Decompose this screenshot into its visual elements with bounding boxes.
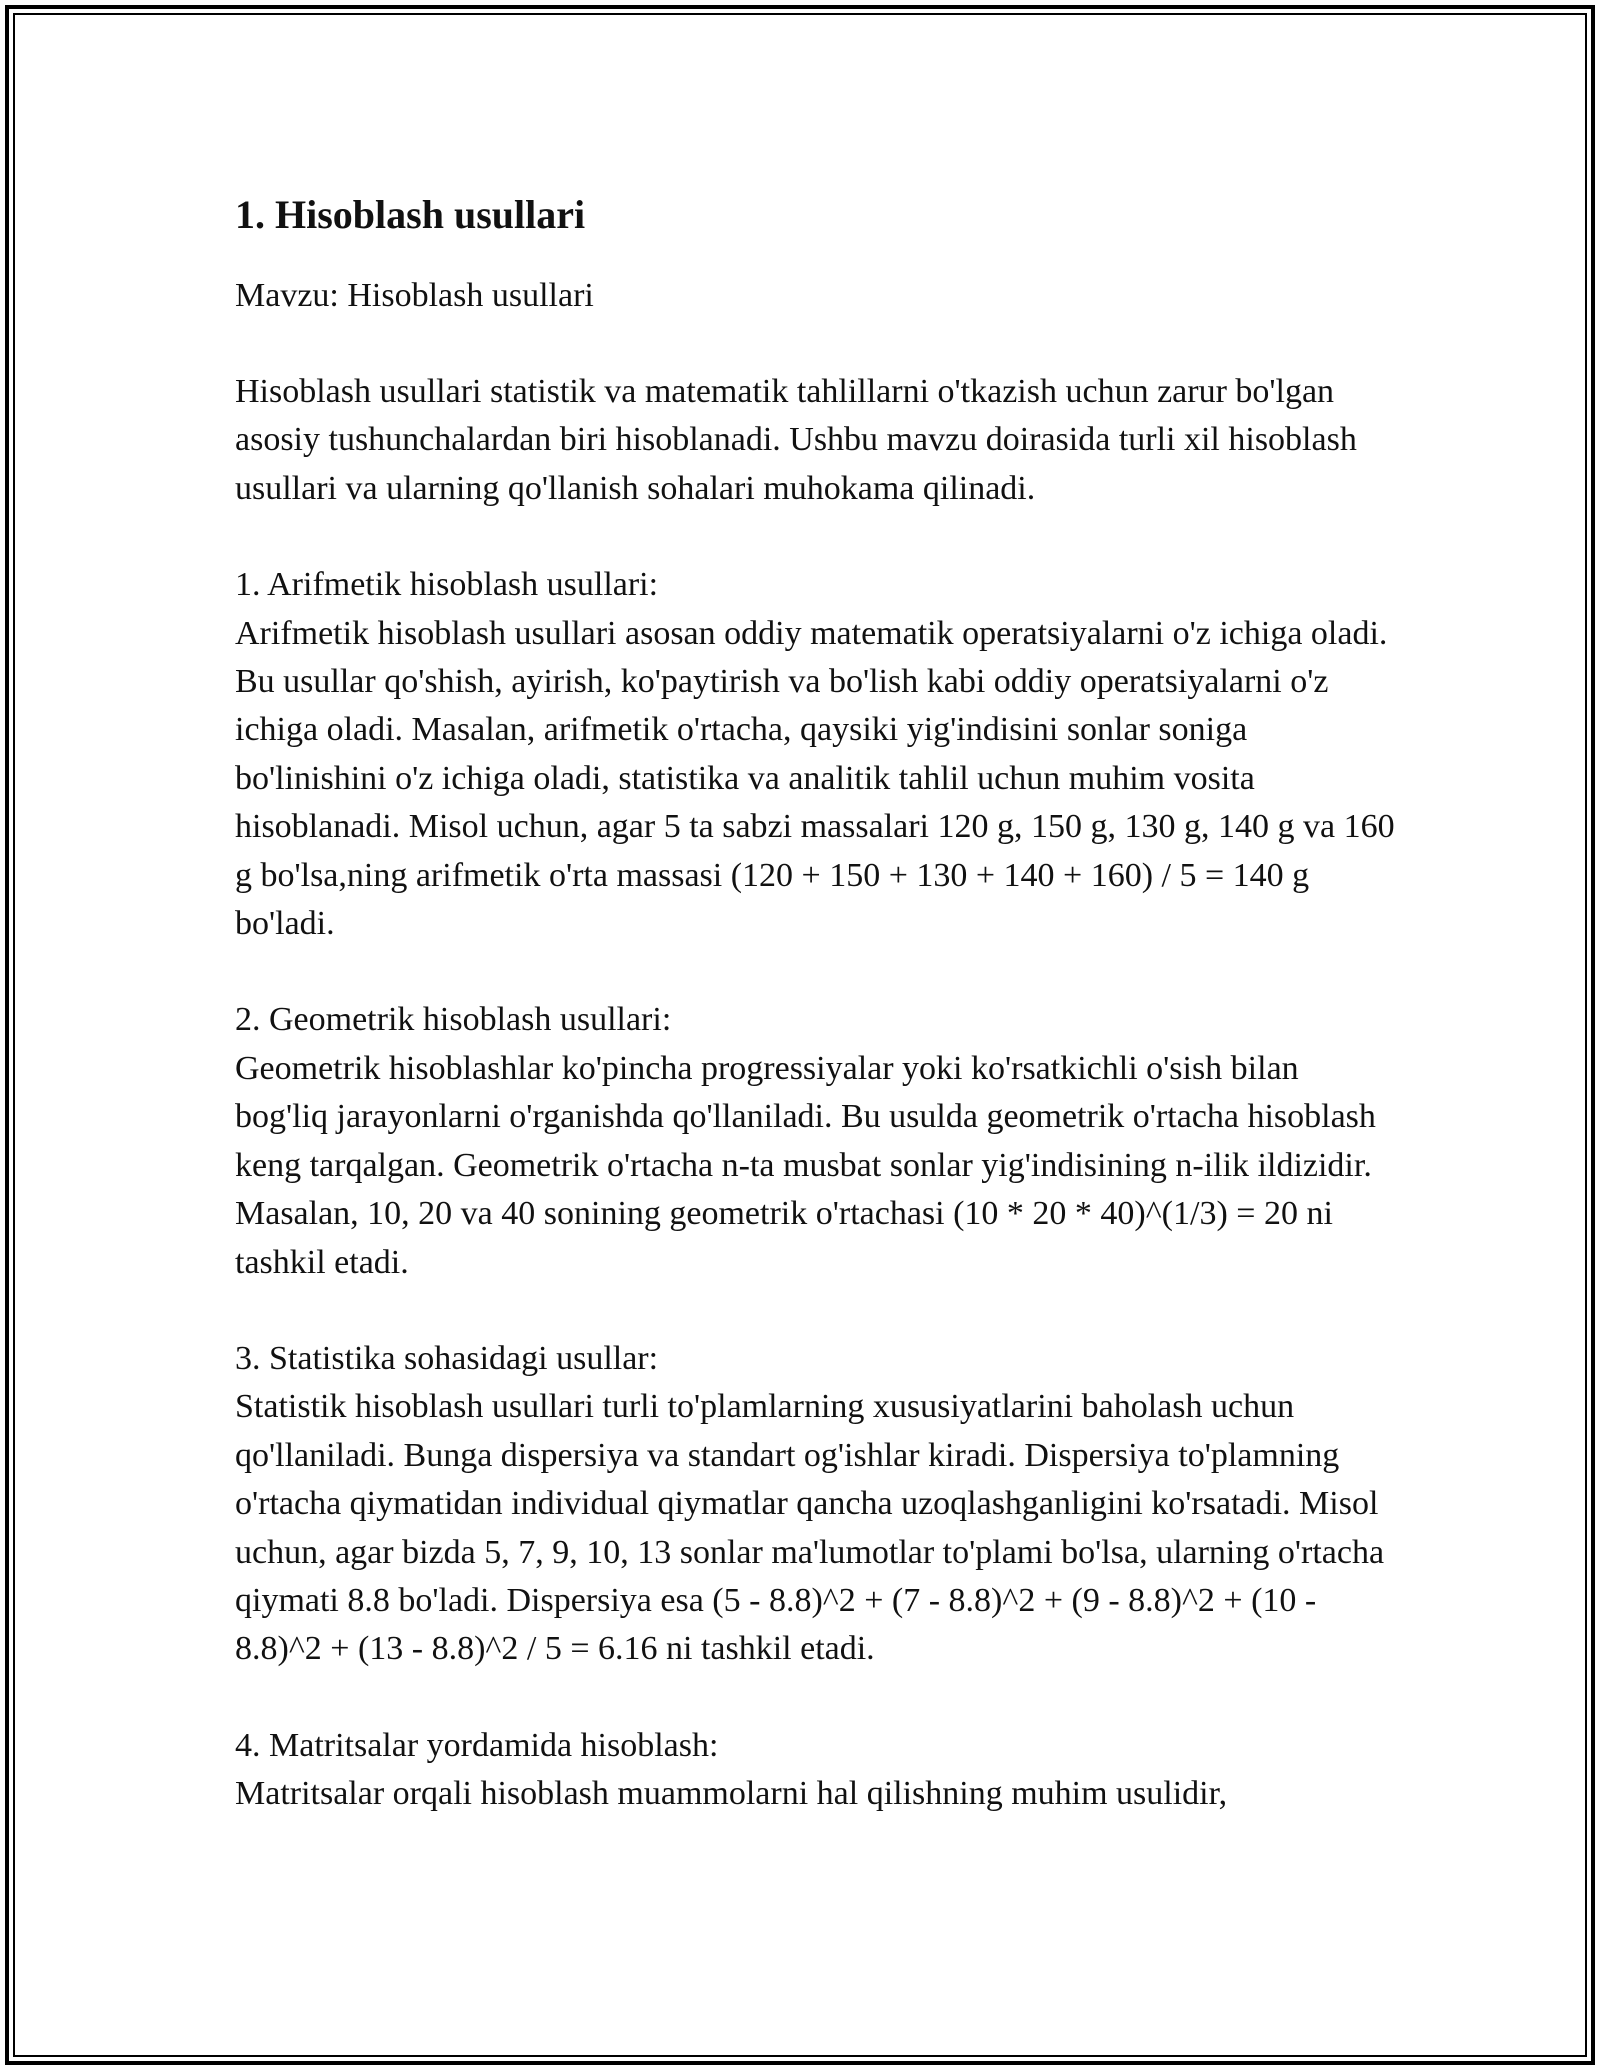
section-heading: 2. Geometrik hisoblash usullari: xyxy=(235,1001,672,1039)
page-title: 1. Hisoblash usullari xyxy=(235,192,586,237)
section-body: Statistik hisoblash usullari turli to'plamlarning xususiyatlarini baholash uchun qo'llaniladi. Bunga dispersiya va standart og'ishlar kiradi. Dispersiya to'plamning o'rtacha qiymatidan individual qiymatlar qancha uzoqlashganligini ko'rsatadi. Misol uchun, agar bizda 5, 7, 9, 10, 13 sonlar ma'lumotlar to'plami bo'lsa, ularning o'rtacha qiymati 8.8 bo'ladi. Dispersiya esa (5 - 8.8)^2 + (7 - 8.8)^2 + (9 - 8.8)^2 + (10 - 8.8)^2 + (13 - 8.8)^2 / 5 = 6.16 ni tashkil etadi. xyxy=(235,1388,1385,1668)
section-body: Geometrik hisoblashlar ko'pincha progressiyalar yoki ko'rsatkichli o'sish bilan bog'liq jarayonlarni o'rganishda qo'llaniladi. Bu usulda geometrik o'rtacha hisoblash keng tarqalgan. Geometrik o'rtacha n-ta musbat sonlar yig'indisining n-ilik ildizidir. Masalan, 10, 20 va 40 sonining geometrik o'rtachasi (10 * 20 * 40)^(1/3) = 20 ni tashkil etadi. xyxy=(235,1049,1376,1281)
intro-paragraph: Hisoblash usullari statistik va matematik tahlillarni o'tkazish uchun zarur bo'lgan asosiy tushunchalardan biri hisoblanadi. Ushbu mavzu doirasida turli xil hisoblash usullari va ularning qo'llanish sohalari muhokama qilinadi. xyxy=(235,373,1357,507)
section-heading: 4. Matritsalar yordamida hisoblash: xyxy=(235,1726,719,1764)
section-body: Matritsalar orqali hisoblash muammolarni hal qilishning muhim usulidir, xyxy=(235,1775,1228,1813)
section-heading: 3. Statistika sohasidagi usullar: xyxy=(235,1339,659,1377)
section-heading: 1. Arifmetik hisoblash usullari: xyxy=(235,566,659,604)
section-matrices xyxy=(235,1722,1395,1819)
topic-line: Mavzu: Hisoblash usullari xyxy=(235,277,594,314)
document-content xyxy=(235,180,1395,1867)
section-geometric xyxy=(235,996,1395,1286)
section-statistics xyxy=(235,1335,1395,1674)
section-arithmetic xyxy=(235,561,1395,948)
section-body: Arifmetik hisoblash usullari asosan oddiy matematik operatsiyalarni o'z ichiga oladi. Bu usullar qo'shish, ayirish, ko'paytirish va bo'lish kabi oddiy operatsiyalarni o'z ichiga oladi. Masalan, arifmetik o'rtacha, qaysiki yig'indisini sonlar soniga bo'linishini o'z ichiga oladi, statistika va analitik tahlil uchun muhim vosita hisoblanadi. Misol uchun, agar 5 ta sabzi massalari 120 g, 150 g, 130 g, 140 g va 160 g bo'lsa,ning arifmetik o'rta massasi (120 + 150 + 130 + 140 + 160) / 5 = 140 g bo'ladi. xyxy=(235,614,1395,943)
